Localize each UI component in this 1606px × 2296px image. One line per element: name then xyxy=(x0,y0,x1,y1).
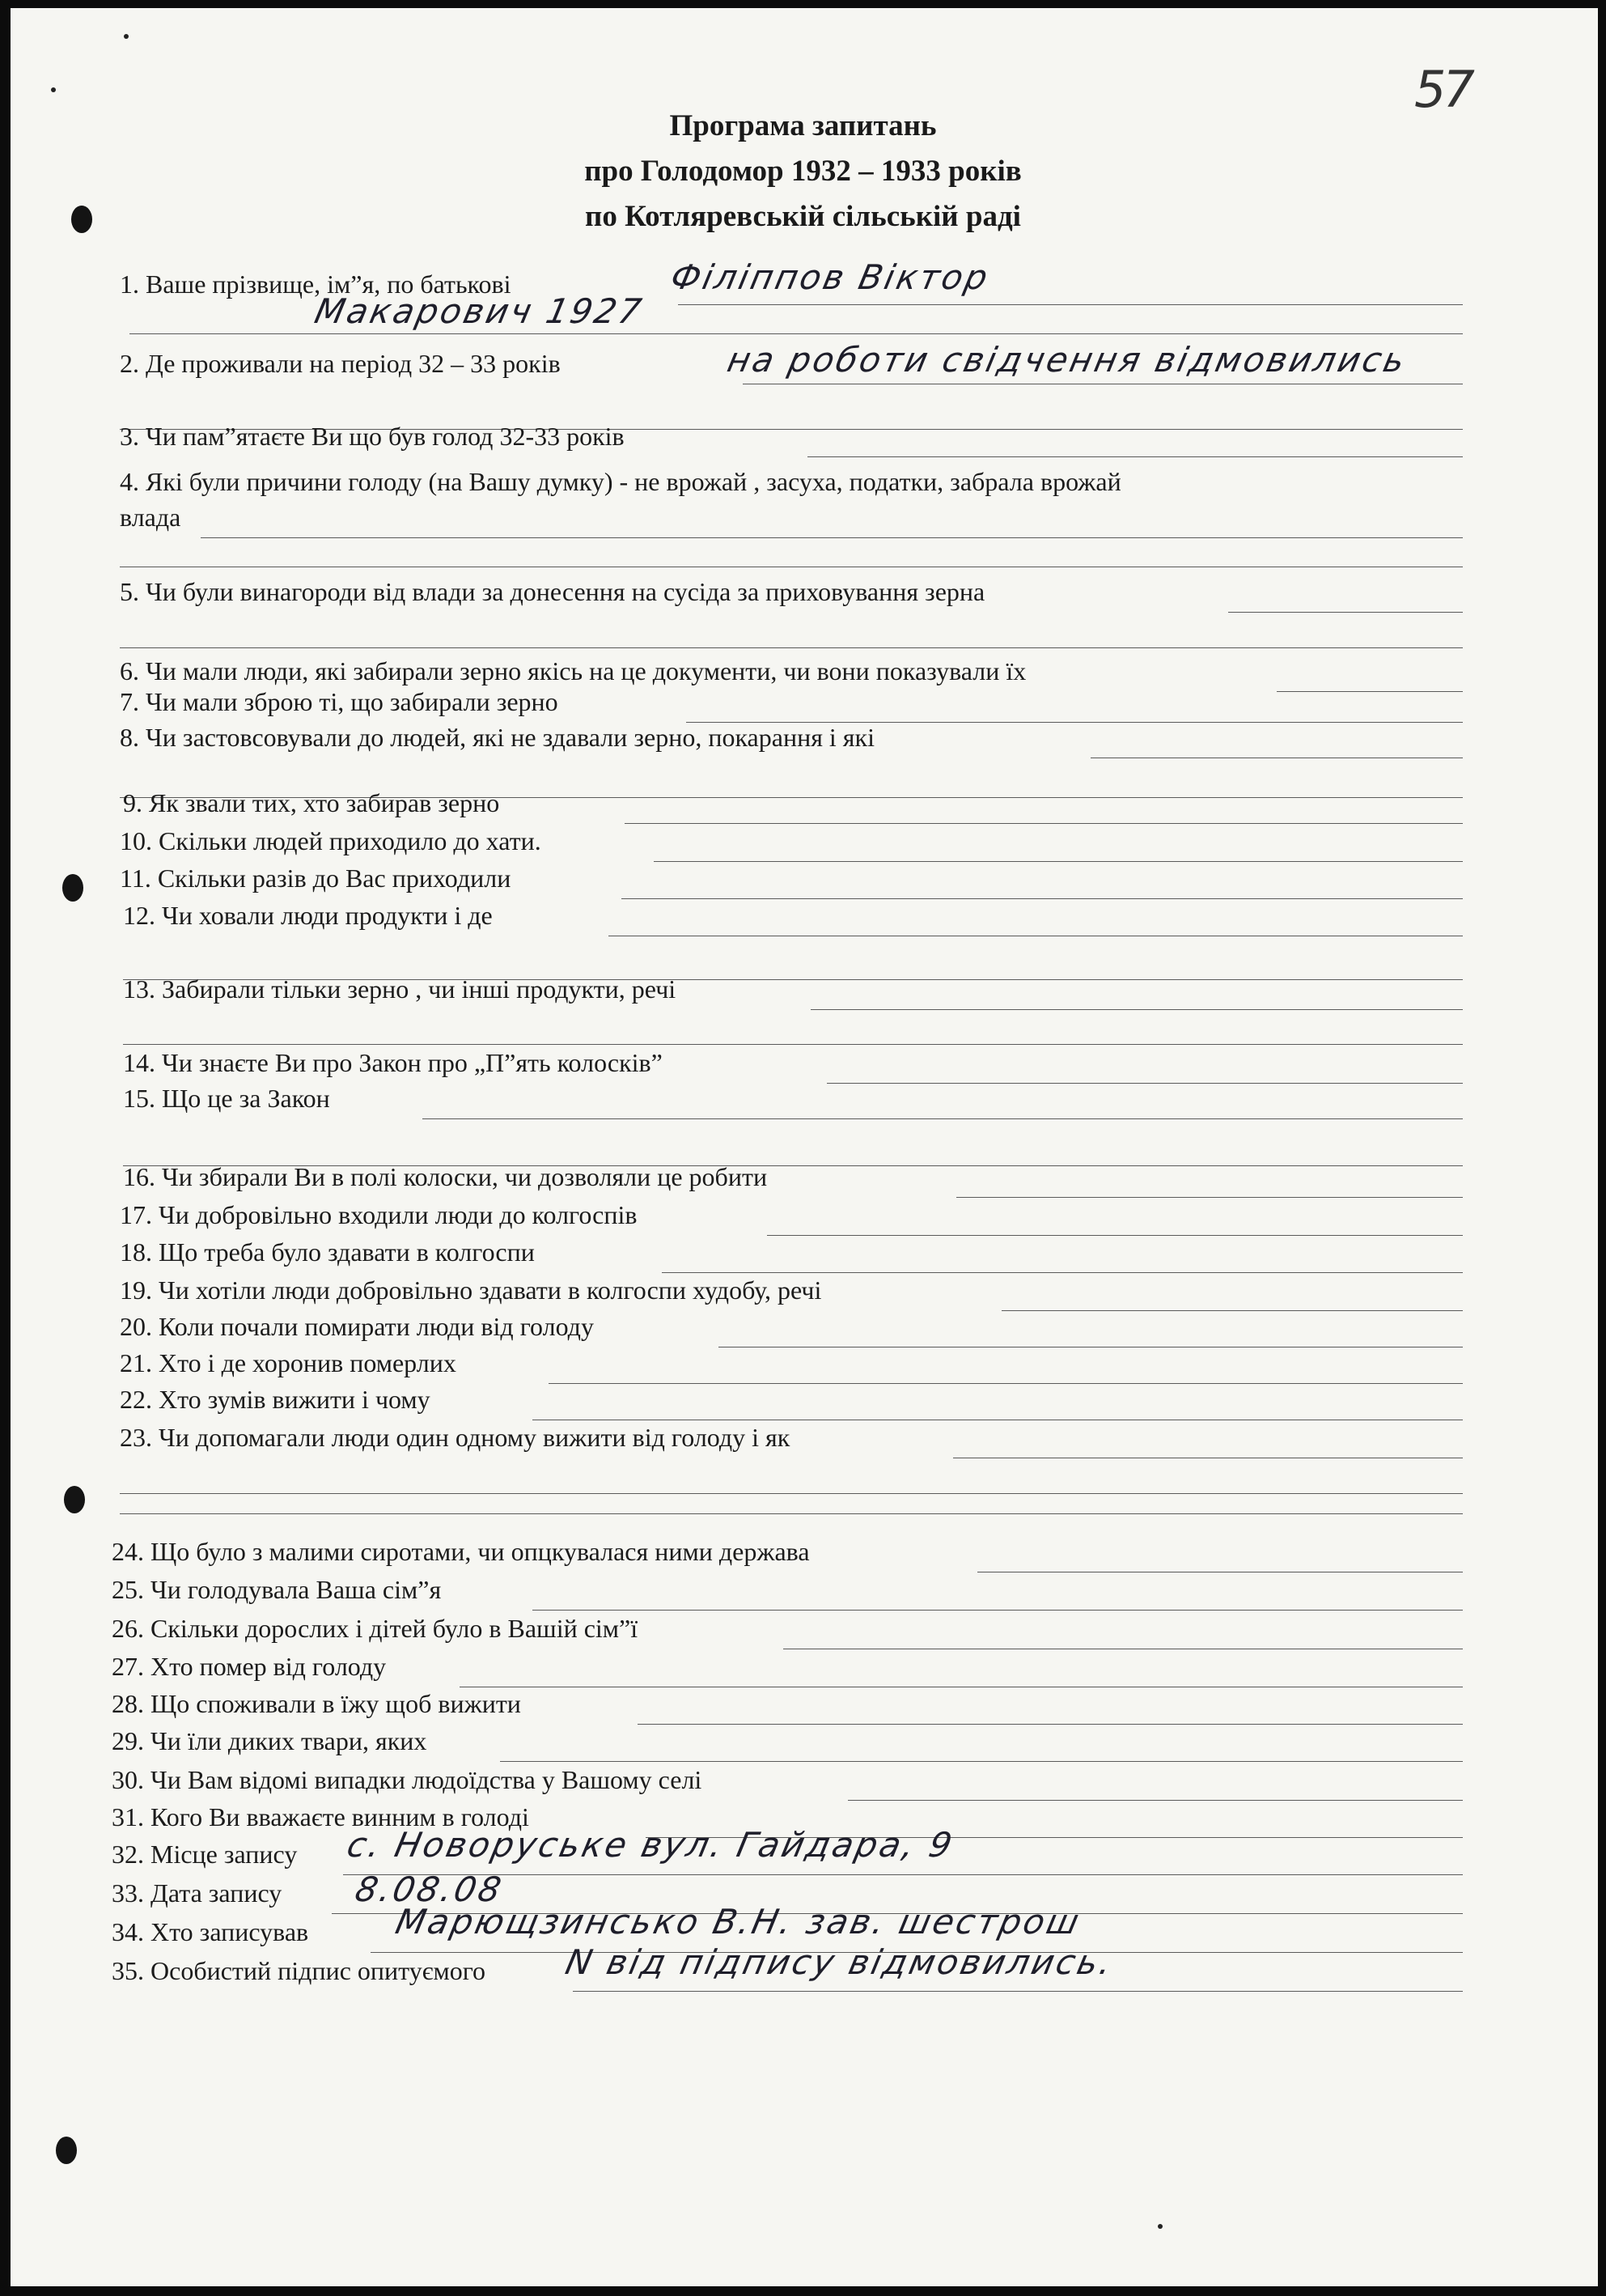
question-item xyxy=(120,576,1463,613)
question-label: 9. Як звали тих, хто забирав зерно xyxy=(123,788,500,817)
question-label: 6. Чи мали люди, які забирали зерно якісь на це документи, чи вони показували їх xyxy=(120,656,1027,685)
question-label: 3. Чи пам”ятаєте Ви що був голод 32-33 років xyxy=(120,422,625,451)
answer-line xyxy=(573,1991,1463,1992)
answer-line xyxy=(120,1493,1463,1494)
answer-line xyxy=(129,333,1463,334)
question-label: 31. Кого Ви вважаєте винним в голоді xyxy=(112,1802,529,1831)
question-item xyxy=(120,1347,1463,1385)
answer-line xyxy=(1228,612,1463,613)
question-label: 11. Скільки разів до Вас приходили xyxy=(120,864,511,893)
question-label: 26. Скільки дорослих і дітей було в Вашій сім”ї xyxy=(112,1614,638,1643)
question-item xyxy=(112,1536,1463,1573)
answer-line xyxy=(678,304,1463,305)
question-item xyxy=(112,1613,1463,1650)
question-item xyxy=(120,1384,1463,1421)
answer-line xyxy=(201,537,1463,538)
question-label: 20. Коли почали помирати люди від голоду xyxy=(120,1312,594,1341)
question-label: 24. Що було з малими сиротами, чи опцкувалася ними держава xyxy=(112,1537,810,1566)
question-item xyxy=(120,421,1463,458)
punch-hole xyxy=(56,2137,77,2164)
title-line: про Голодомор 1932 – 1933 років xyxy=(584,155,1022,188)
handwritten-answer: Марющзинсько В.Н. зав. шестрош xyxy=(392,1902,1085,1942)
speck xyxy=(51,87,56,92)
question-label: 10. Скільки людей приходило до хати. xyxy=(120,826,541,855)
question-item xyxy=(123,900,1463,937)
answer-line xyxy=(654,861,1463,862)
answer-line xyxy=(120,647,1463,648)
question-label: 35. Особистий підпис опитуємого xyxy=(112,1956,486,1985)
question-label: 27. Хто помер від голоду xyxy=(112,1652,387,1681)
handwritten-answer: с. Новоруське вул. Гайдара, 9 xyxy=(343,1825,958,1865)
question-label: 18. Що треба було здавати в колгоспи xyxy=(120,1237,535,1267)
answer-line xyxy=(811,1009,1463,1010)
handwritten-answer: на роботи свідчення відмовились xyxy=(723,340,1411,380)
question-label: 14. Чи знаєте Ви про Закон про „П”ять колосків” xyxy=(123,1048,663,1077)
answer-line xyxy=(638,1724,1463,1725)
question-label: 4. Які були причини голоду (на Вашу думку) - не врожай , засуха, податки, забрала врожай xyxy=(120,467,1121,496)
question-label: 8. Чи застовсовували до людей, які не здавали зерно, покарання і які xyxy=(120,723,875,752)
question-label: влада xyxy=(120,503,181,532)
question-label: 1. Ваше прізвище, ім”я, по батькові xyxy=(120,269,511,299)
question-label: 22. Хто зумів вижити і чому xyxy=(120,1385,430,1414)
question-label: 23. Чи допомагали люди один одному вижити від голоду і як xyxy=(120,1423,790,1452)
question-label: 25. Чи голодувала Ваша сім”я xyxy=(112,1575,442,1604)
handwritten-answer: N від підпису відмовились. xyxy=(561,1942,1118,1982)
question-label: 30. Чи Вам відомі випадки людоїдства у Вашому селі xyxy=(112,1765,702,1794)
question-item xyxy=(120,1311,1463,1348)
answer-line xyxy=(343,1874,1463,1875)
answer-line xyxy=(532,1610,1463,1611)
question-label: 28. Що споживали в їжу щоб вижити xyxy=(112,1689,521,1718)
title-line: по Котляревській сільській раді xyxy=(585,200,1021,233)
question-item xyxy=(123,787,1463,825)
question-item xyxy=(120,1422,1463,1459)
question-item xyxy=(120,1275,1463,1312)
answer-line xyxy=(662,1272,1463,1273)
punch-hole xyxy=(62,874,83,902)
question-item xyxy=(120,466,1463,503)
question-item xyxy=(123,1047,1463,1084)
answer-line xyxy=(422,1118,1463,1119)
page-number: 57 xyxy=(1414,60,1472,119)
question-item xyxy=(120,722,1463,759)
speck xyxy=(124,34,129,39)
answer-line xyxy=(848,1800,1463,1801)
answer-line xyxy=(625,823,1463,824)
answer-line xyxy=(500,1761,1463,1762)
question-label: 7. Чи мали зброю ті, що забирали зерно xyxy=(120,687,558,716)
answer-line xyxy=(621,898,1463,899)
question-label: 16. Чи збирали Ви в полі колоски, чи дозволяли це робити xyxy=(123,1162,768,1191)
answer-line xyxy=(767,1235,1463,1236)
speck xyxy=(1158,2224,1163,2229)
document-title xyxy=(0,104,1606,240)
question-item xyxy=(112,1651,1463,1688)
question-item xyxy=(112,1764,1463,1802)
question-label: 5. Чи були винагороди від влади за донесення на сусіда за приховування зерна xyxy=(120,577,985,606)
question-item xyxy=(120,825,1463,863)
question-label: 17. Чи добровільно входили люди до колгоспів xyxy=(120,1200,638,1229)
question-item xyxy=(112,1725,1463,1763)
question-item xyxy=(120,1199,1463,1237)
question-label: 19. Чи хотіли люди добровільно здавати в колгоспи худобу, речі xyxy=(120,1275,822,1305)
question-label: 21. Хто і де хоронив померлих xyxy=(120,1348,456,1377)
question-item xyxy=(123,1083,1463,1120)
handwritten-answer: Макарович 1927 xyxy=(311,291,647,331)
question-item xyxy=(123,1161,1463,1199)
answer-line xyxy=(807,456,1463,457)
question-label: 29. Чи їли диких твари, яких xyxy=(112,1726,427,1755)
punch-hole xyxy=(64,1486,85,1513)
title-line: Програма запитань xyxy=(669,109,937,142)
question-item xyxy=(120,863,1463,900)
handwritten-answer: Філіппов Віктор xyxy=(667,257,994,297)
question-label: 32. Місце запису xyxy=(112,1840,298,1869)
handwritten-answer: 8.08.08 xyxy=(351,1869,507,1909)
question-item xyxy=(120,1237,1463,1274)
question-label: 33. Дата запису xyxy=(112,1878,282,1908)
question-label: 12. Чи ховали люди продукти і де xyxy=(123,901,493,930)
question-label: 34. Хто записував xyxy=(112,1917,309,1946)
question-label: 13. Забирали тільки зерно , чи інші продукти, речі xyxy=(123,974,676,1004)
question-item xyxy=(112,1574,1463,1611)
question-item xyxy=(123,974,1463,1011)
question-item xyxy=(112,1688,1463,1725)
question-label: 2. Де проживали на період 32 – 33 років xyxy=(120,349,561,378)
question-item xyxy=(120,686,1463,724)
answer-line xyxy=(956,1197,1463,1198)
question-label: 15. Що це за Закон xyxy=(123,1084,330,1113)
answer-line xyxy=(120,1513,1463,1514)
answer-line xyxy=(123,1044,1463,1045)
